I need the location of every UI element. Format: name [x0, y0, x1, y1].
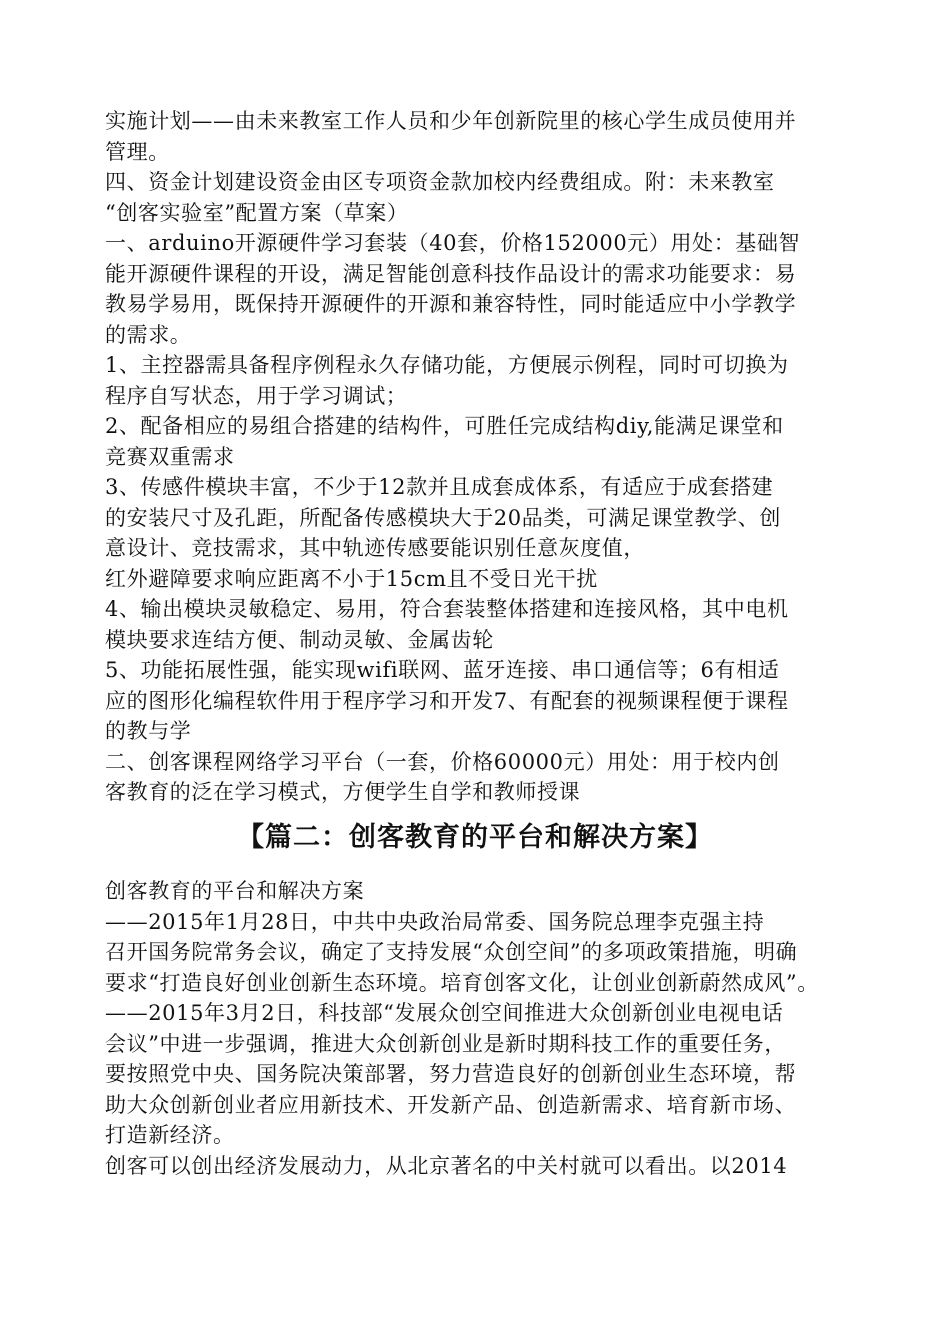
- text-line: ——2015年3月2日，科技部“发展众创空间推进大众创新创业电视电话: [105, 1001, 784, 1025]
- text-line: 4、输出模块灵敏稳定、易用，符合套装整体搭建和连接风格，其中电机: [105, 597, 789, 621]
- text-line: 召开国务院常务会议，确定了支持发展“众创空间”的多项政策措施，明确: [105, 940, 798, 964]
- text-line: 四、资金计划建设资金由区专项资金款加校内经费组成。附：未来教室: [105, 170, 775, 194]
- text-line: 创客教育的平台和解决方案: [105, 879, 365, 903]
- text-line: 模块要求连结方便、制动灵敏、金属齿轮: [105, 627, 494, 652]
- text-line: 程序自写状态，用于学习调试；: [105, 383, 408, 408]
- text-line: 的安装尺寸及孔距，所配备传感模块大于20品类，可满足课堂教学、创: [105, 505, 781, 530]
- text-line: 实施计划——由未来教室工作人员和少年创新院里的核心学生成员使用并: [105, 109, 797, 133]
- text-line: 要求“打造良好创业创新生态环境。培育创客文化，让创业创新蔚然成风”。: [105, 970, 819, 995]
- text-line: 5、功能拓展性强，能实现wifi联网、蓝牙连接、串口通信等；6有相适: [105, 658, 780, 682]
- text-line: 助大众创新创业者应用新技术、开发新产品、创造新需求、培育新市场、: [105, 1092, 797, 1117]
- text-line: 要按照党中央、国务院决策部署，努力营造良好的创新创业生态环境，帮: [105, 1062, 797, 1086]
- text-line: 教易学易用，既保持开源硬件的开源和兼容特性，同时能适应中小学教学: [105, 292, 797, 316]
- text-line: ——2015年1月28日，中共中央政治局常委、国务院总理李克强主持: [105, 909, 765, 934]
- section-heading: 【篇二：创客教育的平台和解决方案】: [237, 822, 713, 853]
- text-line: 管理。: [105, 139, 170, 164]
- text-line: 创客可以创出经济发展动力，从北京著名的中关村就可以看出。以2014: [105, 1153, 788, 1178]
- text-line: 2、配备相应的易组合搭建的结构件，可胜任完成结构diy,能满足课堂和: [105, 414, 784, 438]
- text-line: 应的图形化编程软件用于程序学习和开发7、有配套的视频课程便于课程: [105, 688, 789, 713]
- text-line: 打造新经济。: [105, 1123, 235, 1147]
- text-line: 的需求。: [105, 322, 192, 347]
- section-implementation-and-funding: [105, 106, 865, 808]
- text-line: 客教育的泛在学习模式，方便学生自学和教师授课: [105, 780, 581, 804]
- text-line: 的教与学: [105, 719, 192, 743]
- text-line: 能开源硬件课程的开设，满足智能创意科技作品设计的需求功能要求：易: [105, 261, 797, 286]
- text-line: 红外避障要求响应距离不小于15cm且不受日光干扰: [105, 566, 598, 591]
- text-line: 意设计、竞技需求，其中轨迹传感要能识别任意灰度值，: [105, 536, 645, 560]
- text-line: 竞赛双重需求: [105, 444, 235, 469]
- text-line: 二、创客课程网络学习平台（一套，价格60000元）用处：用于校内创: [105, 749, 780, 774]
- text-line: 会议”中进一步强调，推进大众创新创业是新时期科技工作的重要任务，: [105, 1031, 786, 1056]
- text-line: “创客实验室”配置方案（草案）: [105, 200, 409, 225]
- text-line: 一、arduino开源硬件学习套装（40套，价格152000元）用处：基础智: [105, 231, 801, 255]
- text-line: 3、传感件模块丰富，不少于12款并且成套成体系，有适应于成套搭建: [105, 475, 774, 499]
- section-maker-platform: [105, 876, 865, 1181]
- text-line: 1、主控器需具备程序例程永久存储功能，方便展示例程，同时可切换为: [105, 353, 789, 377]
